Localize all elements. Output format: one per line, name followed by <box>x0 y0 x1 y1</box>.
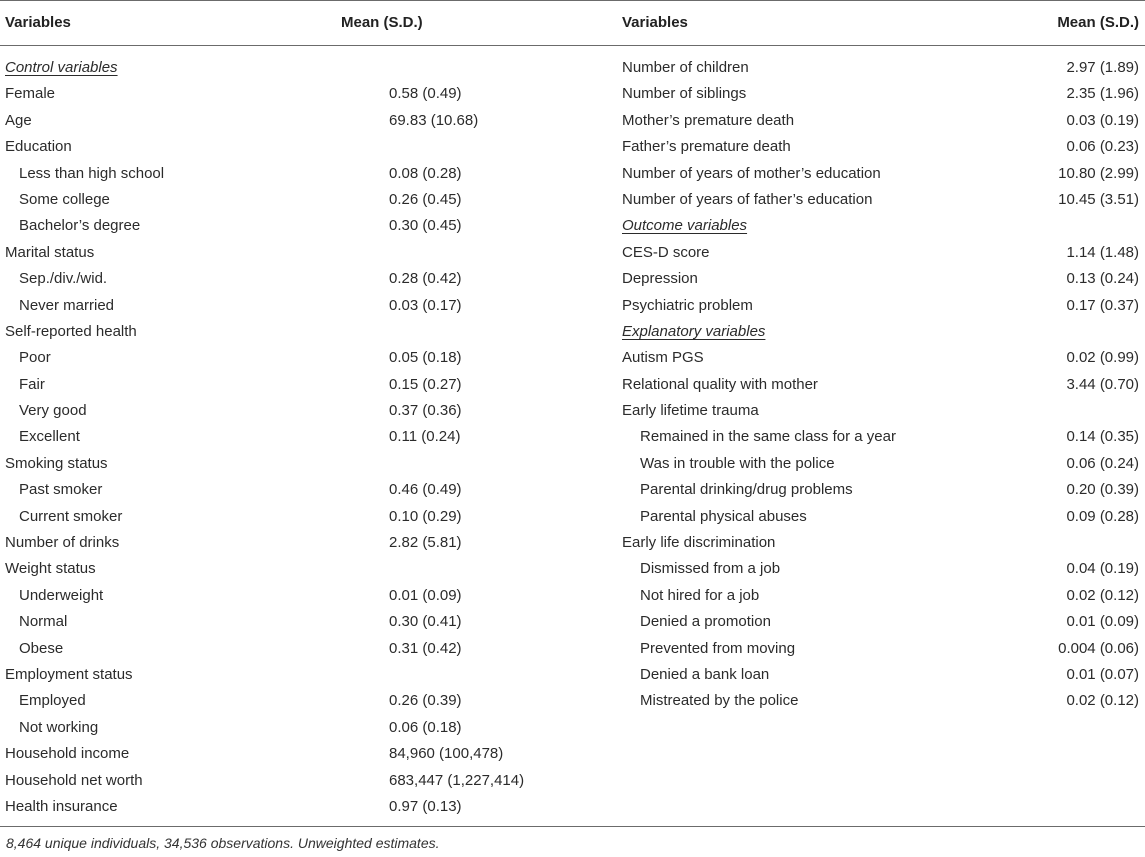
table-row <box>618 266 1145 292</box>
group-header-row <box>618 530 1145 556</box>
variable-label: Early life discrimination <box>622 534 776 552</box>
table-row: Less than high school 0.08 (0.28) <box>19 164 462 182</box>
table-row: Current smoker 0.10 (0.29) <box>19 507 462 525</box>
table-footnote: 8,464 unique individuals, 34,536 observations. Unweighted estimates. <box>6 835 440 851</box>
variable-label: Not working <box>19 718 99 736</box>
variable-label: Less than high school <box>19 164 165 182</box>
variable-label: Normal <box>19 613 68 631</box>
mean-sd-value: 10.45 (3.51) <box>1058 190 1139 208</box>
table-row <box>618 477 1145 503</box>
table-row <box>618 504 1145 530</box>
left-mean-header: Mean (S.D.) <box>341 14 423 31</box>
group-header-row <box>0 134 560 160</box>
table-row: Sep./div./wid. 0.28 (0.42) <box>19 270 462 288</box>
group-header-row <box>0 451 560 477</box>
table-row <box>618 372 1145 398</box>
table-row <box>618 345 1145 371</box>
table-row <box>618 556 1145 582</box>
variable-label: Age <box>5 111 32 129</box>
variable-label: Depression <box>622 270 698 288</box>
variable-label: Mother’s premature death <box>622 111 795 129</box>
variable-label: Education <box>5 138 72 156</box>
table-row <box>618 293 1145 319</box>
bottom-rule <box>0 826 1145 827</box>
table-row <box>618 609 1145 635</box>
mean-sd-value: 0.004 (0.06) <box>1058 639 1139 657</box>
table-row: Household net worth 683,447 (1,227,414) <box>5 771 525 789</box>
table-row: Female 0.58 (0.49) <box>5 85 462 103</box>
group-header-row <box>618 398 1145 424</box>
table-row: Some college 0.26 (0.45) <box>19 190 462 208</box>
variable-label: Some college <box>19 190 110 208</box>
mean-sd-value: 0.06 (0.23) <box>1066 138 1139 156</box>
mean-sd-value: 0.01 (0.07) <box>1066 665 1139 683</box>
header-rule <box>0 45 1145 46</box>
mean-sd-value: 3.44 (0.70) <box>1066 375 1139 393</box>
variable-label: Smoking status <box>5 454 108 472</box>
mean-sd-value: 0.03 (0.19) <box>1066 111 1139 129</box>
variable-label: Sep./div./wid. <box>19 270 108 288</box>
table-row: Number of drinks 2.82 (5.81) <box>5 534 462 552</box>
variable-label: Health insurance <box>5 797 118 815</box>
variable-label: Very good <box>19 402 87 420</box>
group-header-row <box>0 240 560 266</box>
variable-label: Self-reported health <box>5 322 137 340</box>
variable-label: Father’s premature death <box>622 138 791 156</box>
mean-sd-value: 0.02 (0.12) <box>1066 692 1139 710</box>
mean-sd-value: 0.17 (0.37) <box>1066 296 1139 314</box>
group-header-row <box>0 662 560 688</box>
variable-label: Remained in the same class for a year <box>640 428 896 446</box>
table-row <box>618 134 1145 160</box>
section-header-row <box>618 319 1145 345</box>
variable-label: Employment status <box>5 665 133 683</box>
variable-label: Dismissed from a job <box>640 560 781 578</box>
variable-label: Obese <box>19 639 64 657</box>
variable-label: Number of years of mother’s education <box>622 164 881 182</box>
variable-label: Employed <box>19 692 86 710</box>
variable-label: Fair <box>19 375 45 393</box>
table-row: Excellent 0.11 (0.24) <box>19 428 461 446</box>
variable-label: Excellent <box>19 428 80 446</box>
table-row <box>618 161 1145 187</box>
mean-sd-value: 0.02 (0.99) <box>1066 349 1139 367</box>
variable-label: Relational quality with mother <box>622 375 818 393</box>
table-row <box>618 688 1145 714</box>
table-row <box>618 662 1145 688</box>
variable-label: Psychiatric problem <box>622 296 753 314</box>
mean-sd-value: 2.97 (1.89) <box>1066 59 1139 76</box>
variable-label: Prevented from moving <box>640 639 796 657</box>
table-row <box>618 240 1145 266</box>
variable-label: Autism PGS <box>622 349 704 367</box>
table-row: Very good 0.37 (0.36) <box>19 402 462 420</box>
variable-label: Past smoker <box>19 481 103 499</box>
left-variables-header: Variables <box>5 14 71 31</box>
variable-label: Household net worth <box>5 771 143 789</box>
variable-label: Parental drinking/drug problems <box>640 481 853 499</box>
section-header-row <box>618 213 1145 239</box>
variable-label: Denied a bank loan <box>640 665 770 683</box>
mean-sd-value: 0.06 (0.24) <box>1066 454 1139 472</box>
table-row <box>618 424 1145 450</box>
variable-label: Weight status <box>5 560 96 578</box>
variable-label: Current smoker <box>19 507 123 525</box>
variable-label: Number of years of father’s education <box>622 190 873 208</box>
variable-label: Bachelor’s degree <box>19 217 141 235</box>
group-header-row <box>0 319 560 345</box>
mean-sd-value: 1.14 (1.48) <box>1066 243 1139 261</box>
mean-sd-value: 0.14 (0.35) <box>1066 428 1139 446</box>
right-mean-header: Mean (S.D.) <box>1057 14 1139 31</box>
variable-label: Household income <box>5 745 130 763</box>
table-row <box>618 108 1145 134</box>
variable-label: Denied a promotion <box>640 613 771 631</box>
table-row: Bachelor’s degree 0.30 (0.45) <box>19 217 462 235</box>
variable-label: Not hired for a job <box>640 586 760 604</box>
variable-label: Control variables <box>5 59 118 76</box>
variable-label: Never married <box>19 296 115 314</box>
mean-sd-value: 0.04 (0.19) <box>1066 560 1139 578</box>
table-row: Household income 84,960 (100,478) <box>5 745 504 763</box>
variable-label: Outcome variables <box>622 217 748 235</box>
variable-label: Number of siblings <box>622 85 747 103</box>
table-row <box>618 636 1145 662</box>
right-table-column <box>618 55 1145 715</box>
mean-sd-value: 0.02 (0.12) <box>1066 586 1139 604</box>
mean-sd-value: 0.13 (0.24) <box>1066 270 1139 288</box>
table-row <box>618 583 1145 609</box>
variable-label: Mistreated by the police <box>640 692 799 710</box>
table-row <box>618 55 1145 81</box>
table-row: Not working 0.06 (0.18) <box>19 718 462 736</box>
section-header-row <box>0 55 560 81</box>
table-row: Employed 0.26 (0.39) <box>19 692 462 710</box>
mean-sd-value: 0.09 (0.28) <box>1066 507 1139 525</box>
variable-label: Number of drinks <box>5 534 120 552</box>
variable-label: Explanatory variables <box>622 322 766 340</box>
table-row <box>618 451 1145 477</box>
group-header-row <box>0 556 560 582</box>
table-row: Past smoker 0.46 (0.49) <box>19 481 462 499</box>
variable-label: Marital status <box>5 243 95 261</box>
variable-label: Early lifetime trauma <box>622 402 759 420</box>
top-rule <box>0 0 1145 1</box>
variable-label: Female <box>5 85 56 103</box>
table-row <box>618 81 1145 107</box>
variable-label: Number of children <box>622 59 749 76</box>
variable-label: Poor <box>19 349 51 367</box>
right-variables-header: Variables <box>622 14 688 31</box>
mean-sd-value: 0.01 (0.09) <box>1066 613 1139 631</box>
variable-label: Underweight <box>19 586 104 604</box>
table-row: Fair 0.15 (0.27) <box>19 375 462 393</box>
variable-label: Was in trouble with the police <box>640 454 835 472</box>
table-row <box>618 187 1145 213</box>
table-row: Normal 0.30 (0.41) <box>19 613 462 631</box>
variable-label: Parental physical abuses <box>640 507 807 525</box>
mean-sd-value: 0.20 (0.39) <box>1066 481 1139 499</box>
table-row: Obese 0.31 (0.42) <box>19 639 462 657</box>
table-row: Never married 0.03 (0.17) <box>19 296 462 314</box>
left-table-column <box>0 55 560 820</box>
table-row: Poor 0.05 (0.18) <box>19 349 462 367</box>
table-row: Age 69.83 (10.68) <box>5 111 479 129</box>
table-row: Health insurance 0.97 (0.13) <box>5 797 462 815</box>
variable-label: CES-D score <box>622 243 710 261</box>
mean-sd-value: 2.35 (1.96) <box>1066 85 1139 103</box>
mean-sd-value: 10.80 (2.99) <box>1058 164 1139 182</box>
table-row: Underweight 0.01 (0.09) <box>19 586 462 604</box>
